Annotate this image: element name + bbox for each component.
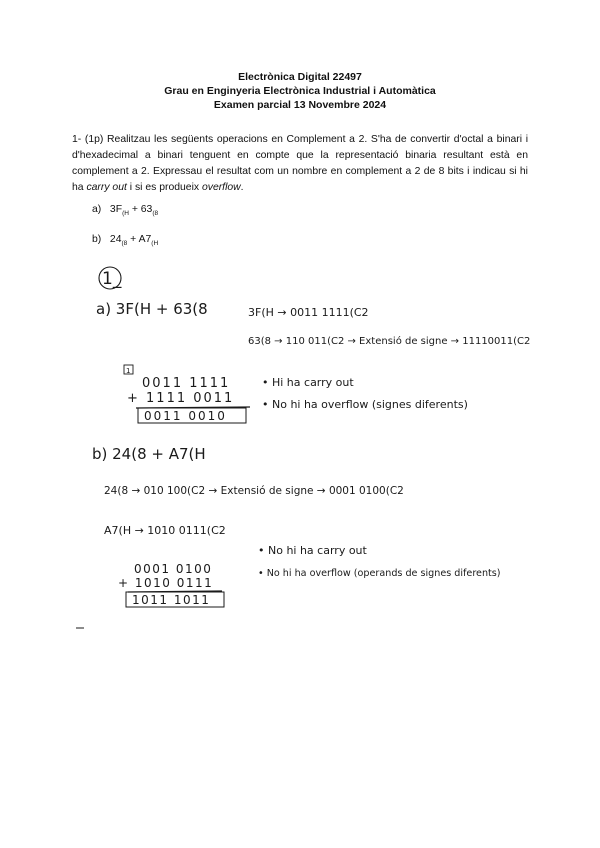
part-b-note-2: • No hi ha overflow (operands de signes diferents) [258, 568, 501, 579]
base-1: (H [122, 210, 129, 218]
question-1-text [72, 132, 528, 196]
operand-2: 63 [140, 204, 153, 215]
part-b-operand-2: + 1010 0111 [118, 576, 214, 590]
handwritten-answer [72, 258, 534, 638]
part-a-conversion-1: 3F(H → 0011 1111(C2 [248, 306, 369, 319]
question-item-b [92, 234, 158, 247]
question-text-part3: . [240, 182, 244, 193]
operand-1: 3F [109, 204, 123, 215]
part-a-operand-2: + 1111 0011 [127, 391, 235, 406]
part-b-heading: b) 24(8 + A7(H [92, 445, 206, 463]
part-a-heading: a) 3F(H + 63(8 [96, 300, 208, 318]
carry-mark: 1 [126, 367, 131, 375]
part-a-note-1: • Hi ha carry out [262, 376, 354, 389]
item-label: a) [92, 204, 102, 215]
operand-1: 24 [109, 234, 122, 245]
operand-2: A7 [138, 234, 152, 245]
exam-header [0, 70, 600, 112]
plus-sign: + [130, 234, 137, 245]
exam-title: Examen parcial 13 Novembre 2024 [213, 99, 387, 111]
carry-term: carry out [86, 182, 127, 193]
part-a-operand-1: 0011 1111 [142, 376, 231, 391]
degree-title: Grau en Enginyeria Electrònica Industrial i Automàtica [164, 85, 436, 97]
answer-number: 1_ [102, 269, 122, 289]
part-b-result: 1011 1011 [132, 593, 211, 607]
question-text-part2: i si es produeix [126, 182, 202, 193]
question-item-a [92, 204, 158, 217]
item-label: b) [92, 234, 102, 245]
course-title: Electrònica Digital 22497 [238, 71, 362, 83]
base-1: (8 [121, 240, 128, 248]
overflow-term: overflow [201, 182, 241, 193]
part-b-conversion-2: A7(H → 1010 0111(C2 [104, 524, 226, 537]
question-text-part1: 1- (1p) Realitzau les següents operacions en Complement a 2. S'ha de convertir d'octal a binari i d'hexadecimal a binari tenguent en compte que la representació binaria resultant està en complement a 2. Expressau el resultat com un nombre en complement a 2 de 8 bits i indicau si hi ha [72, 134, 528, 193]
part-b-operand-1: 0001 0100 [134, 562, 213, 576]
part-a-result: 0011 0010 [144, 409, 227, 423]
part-a-conversion-2: 63(8 → 110 011(C2 → Extensió de signe → 11110011(C2 [248, 336, 531, 347]
part-a-note-2: • No hi ha overflow (signes diferents) [262, 398, 468, 411]
part-b-conversion-1: 24(8 → 010 100(C2 → Extensió de signe → 0001 0100(C2 [104, 485, 404, 497]
base-2: (8 [152, 210, 159, 218]
part-b-note-1: • No hi ha carry out [258, 544, 367, 557]
base-2: (H [151, 240, 159, 248]
plus-sign: + [131, 204, 138, 215]
